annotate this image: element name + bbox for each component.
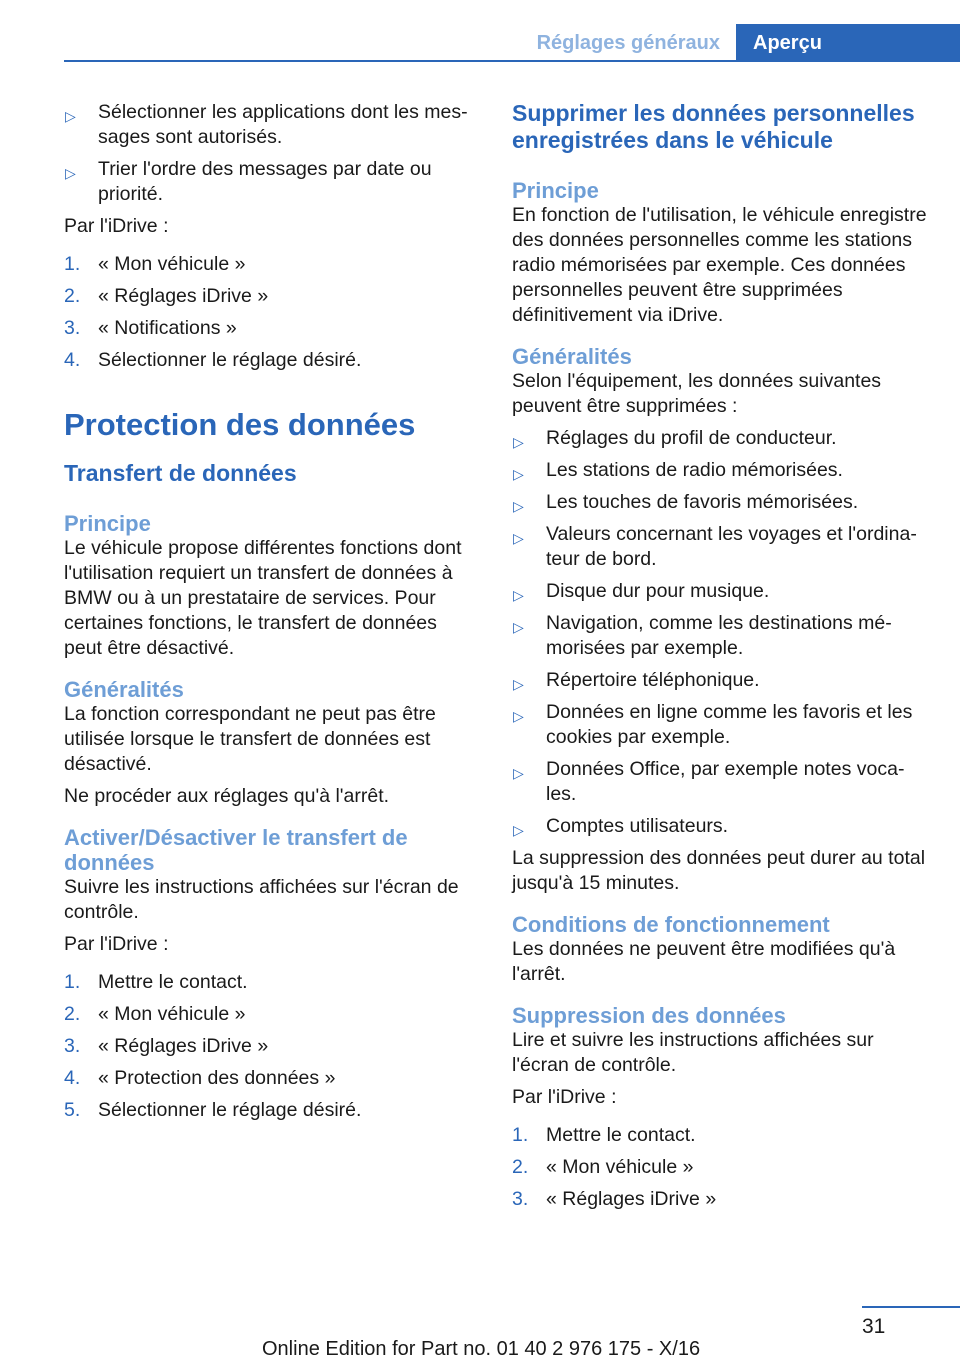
left-column — [64, 100, 478, 1130]
list-item: 2. « Mon véhicule » — [512, 1156, 694, 1178]
list-item: ▷ Comptes utilisateurs. — [512, 814, 928, 839]
list-item: ▷ Données Office, par exemple notes vocales. — [513, 758, 905, 805]
triangle-bullet-icon: ▷ — [513, 708, 524, 724]
list-item: 1. « Mon véhicule » — [64, 253, 246, 275]
paragraph: Suivre les instructions affichées sur l'écran de contrôle. — [64, 876, 459, 923]
list-item: 5. Sélectionner le réglage désiré. — [64, 1099, 362, 1121]
triangle-bullet-icon: ▷ — [513, 676, 524, 692]
paragraph: Les données ne peuvent être modifiées qu'à l'arrêt. — [512, 938, 896, 985]
triangle-bullet-icon: ▷ — [65, 165, 76, 181]
page-number: 31 — [862, 1315, 886, 1338]
list-item: ▷ Réglages du profil de conducteur. — [512, 426, 928, 451]
right-column — [512, 100, 928, 1219]
subsection-title: Suppression des données — [512, 1003, 786, 1028]
subsection-title: Principe — [512, 178, 599, 203]
list-item: ▷ Les touches de favoris mémorisées. — [512, 490, 928, 515]
list-item: 4. « Protection des données » — [64, 1067, 336, 1089]
list-item: 4. Sélectionner le réglage désiré. — [64, 349, 362, 371]
steps-list — [512, 1123, 928, 1212]
deletable-data-list — [512, 426, 928, 839]
list-item: 2. « Mon véhicule » — [64, 1003, 246, 1025]
list-item: 1. Mettre le contact. — [64, 971, 248, 993]
header-tab: Aperçu — [736, 24, 960, 61]
paragraph: La suppression des données peut durer au total jusqu'à 15 minutes. — [512, 847, 926, 894]
chapter-title: Protection des données — [64, 407, 416, 442]
edition-note: Online Edition for Part no. 01 40 2 976 175 - X/16 — [262, 1338, 701, 1360]
paragraph: Ne procéder aux réglages qu'à l'arrêt. — [64, 785, 390, 807]
list-item: ▷ Trier l'ordre des messages par date ou priorité. — [65, 158, 432, 205]
header-section-title: Réglages généraux — [536, 32, 720, 54]
list-item: ▷ Répertoire téléphonique. — [512, 668, 928, 693]
idrive-label: Par l'iDrive : — [512, 1086, 617, 1108]
subsection-title: Généralités — [512, 344, 632, 369]
header-rule — [64, 60, 960, 62]
paragraph: Le véhicule propose différentes fonctions dont l'utilisation requiert un transfert de données à BMW ou à un prestataire de services. Pour certaines fonctions, le transfert de données peut être désactivé. — [64, 537, 462, 659]
paragraph: La fonction correspondant ne peut pas être utilisée lorsque le transfert de données est désactivé. — [64, 703, 436, 775]
list-item: ▷ Disque dur pour musique. — [512, 579, 928, 604]
list-item: ▷ Les stations de radio mémorisées. — [512, 458, 928, 483]
triangle-bullet-icon: ▷ — [513, 498, 524, 514]
subsection-title: Principe — [64, 511, 151, 536]
steps-list — [64, 252, 478, 373]
triangle-bullet-icon: ▷ — [65, 108, 76, 124]
triangle-bullet-icon: ▷ — [513, 765, 524, 781]
list-item: 3. « Réglages iDrive » — [64, 1035, 269, 1057]
section-title: Transfert de données — [64, 460, 297, 486]
section-title: Supprimer les données personnelles enregistrées dans le véhicule — [512, 100, 915, 153]
list-item: ▷ Données en ligne comme les favoris et les cookies par exemple. — [513, 701, 913, 748]
triangle-bullet-icon: ▷ — [513, 822, 524, 838]
subsection-title: Activer/Désactiver le transfert de données — [64, 825, 408, 875]
paragraph: En fonction de l'utilisation, le véhicule enregistre des données personnelles comme les stations radio mémorisées par exemple. Ces données personnelles peuvent être supprimées définitivement via iDrive. — [512, 204, 927, 326]
list-item: 1. Mettre le contact. — [512, 1124, 696, 1146]
triangle-bullet-icon: ▷ — [513, 434, 524, 450]
footer-rule — [862, 1306, 960, 1308]
list-item: 3. « Réglages iDrive » — [512, 1188, 717, 1210]
triangle-bullet-icon: ▷ — [513, 466, 524, 482]
triangle-bullet-icon: ▷ — [513, 530, 524, 546]
list-item: ▷ Navigation, comme les destinations mémorisées par exemple. — [513, 612, 892, 659]
paragraph: Lire et suivre les instructions affichées sur l'écran de contrôle. — [512, 1029, 874, 1076]
list-item: ▷ Valeurs concernant les voyages et l'ordinateur de bord. — [513, 523, 917, 570]
subsection-title: Conditions de fonctionnement — [512, 912, 830, 937]
idrive-label: Par l'iDrive : — [64, 933, 169, 955]
list-item: 2. « Réglages iDrive » — [64, 285, 269, 307]
triangle-bullet-icon: ▷ — [513, 619, 524, 635]
idrive-label: Par l'iDrive : — [64, 215, 169, 237]
triangle-bullet-icon: ▷ — [513, 587, 524, 603]
list-item: ▷ Sélectionner les applications dont les messages sont autorisés. — [65, 101, 468, 148]
list-item: 3. « Notifications » — [64, 317, 237, 339]
paragraph: Selon l'équipement, les données suivantes peuvent être supprimées : — [512, 370, 882, 417]
steps-list — [64, 970, 478, 1123]
top-bullet-list — [64, 100, 478, 207]
subsection-title: Généralités — [64, 677, 184, 702]
